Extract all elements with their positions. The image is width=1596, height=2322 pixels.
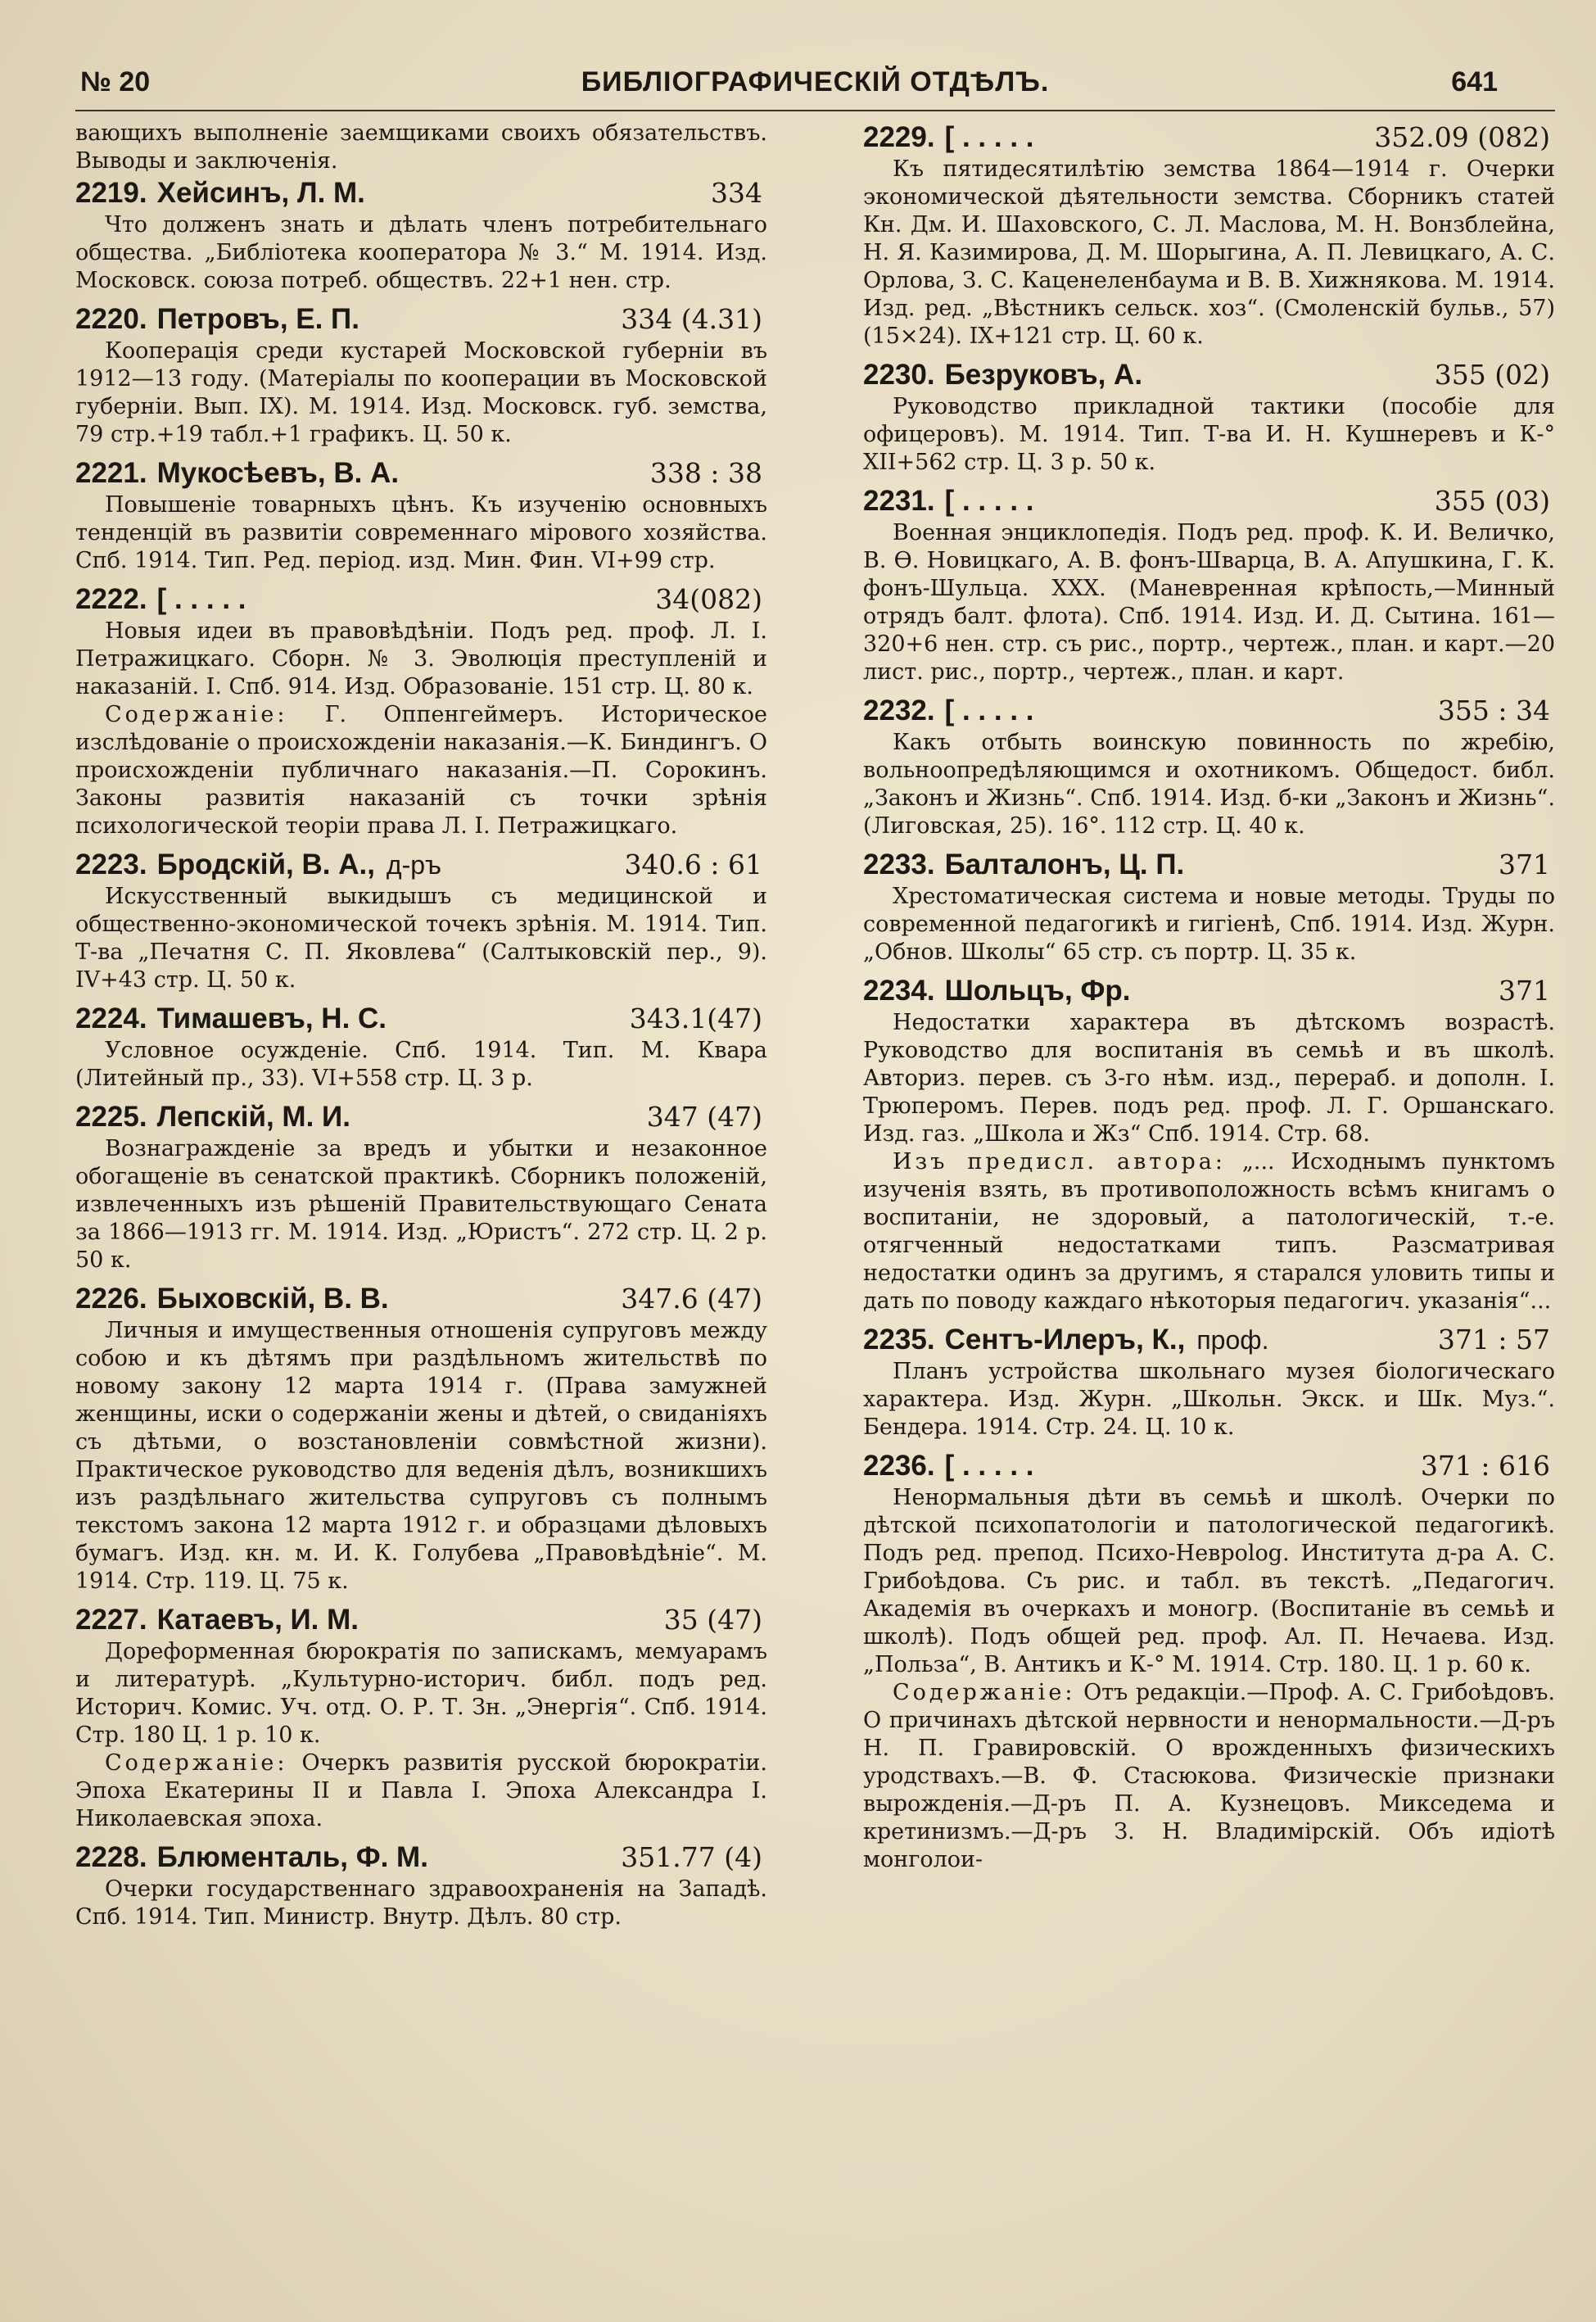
issue-number: № 20 [80, 66, 151, 97]
contents-text: Отъ редакціи.—Проф. А. С. Грибоѣдовъ. О причинахъ дѣтской нервности и ненормальности.—Д-ръ Н. П. Гравировскій. О врожденныхъ физическихъ уродствахъ.—В. Ф. Стасюкова. Физическіе признаки вырожденія.—Д-ръ П. А. Кузнецовъ. Микседема и кретинизмъ.—Д-ръ З. Н. Владимірскій. Объ идіотѣ монголои- [863, 1680, 1555, 1872]
entry-description: Условное осужденіе. Спб. 1914. Тип. М. Квара (Литейный пр., 33). VI+558 стр. Ц. 3 р. [75, 1038, 767, 1091]
entry-author: Балталонъ, Ц. П. [944, 849, 1185, 880]
entry-description: Ненормальныя дѣти въ семьѣ и школѣ. Очерки по дѣтской психопатологіи и патологической педагогикѣ. Подъ ред. препод. Психо-Неврolog. Института д-ра А. С. Грибоѣдова. Съ рис. и табл. въ текстѣ. „Педагогич. Академія въ очеркахъ и моногр. (Воспитаніе въ семьѣ и школѣ). Подъ общей ред. проф. Ал. П. Нечаева. Изд. „Польза“, В. Антикъ и К-° М. 1914. Стр. 180. Ц. 1 р. 60 к. [863, 1485, 1555, 1677]
section-title: БИБЛІОГРАФИЧЕСКІЙ ОТДѢЛЪ. [581, 66, 1050, 97]
entry-description: Личныя и имущественныя отношенія супруговъ между собою и къ дѣтямъ при раздѣльномъ жительствѣ по новому закону 12 марта 1914 г. (Права замужней женщины, иски о содержаніи жены и дѣтей, о свиданіяхъ съ дѣтьми, о возстановленіи совмѣстной жизни). Практическое руководство для веденія дѣлъ, возникшихъ изъ раздѣльнаго жительства супруговъ съ полнымъ текстомъ закона 12 марта 1912 г. и образцами дѣловыхъ бумагъ. Изд. кн. м. И. К. Голубева „Правовѣдѣніе“. М. 1914. Стр. 119. Ц. 75 к. [75, 1318, 767, 1594]
entry-author: [ . . . . . [944, 485, 1034, 517]
entry-heading [75, 847, 767, 883]
entry-number: 2231. [863, 485, 935, 517]
entry-description: Военная энциклопедія. Подъ ред. проф. К. И. Величко, В. Ѳ. Новицкаго, А. В. фонъ-Шварца, В. А. Апушкина, Г. К. фонъ-Шульца. XXX. (Маневренная крѣпость,—Минный отрядъ балт. флота). Спб. 1914. Изд. И. Д. Сытина. 161—320+6 нен. стр. съ рис., портр., чертеж., план. и карт.—20 лист. рис., портр., чертеж., план. и карт. [863, 520, 1555, 685]
entry-heading [75, 1281, 767, 1317]
entry-description: Къ пятидесятилѣтію земства 1864—1914 г. Очерки экономической дѣятельности земства. Сборникъ статей Кн. Дм. И. Шаховского, С. Л. Маслова, М. Н. Вонзблейна, Н. Я. Казимирова, Д. М. Шорыгина, А. П. Левицкаго, А. С. Орлова, З. С. Каценеленбаума и В. В. Хижнякова. М. 1914. Изд. ред. „Вѣстникъ сельск. хоз“. (Смоленскій бульв., 57) (15×24). IX+121 стр. Ц. 60 к. [863, 156, 1555, 349]
continuation-text: вающихъ выполненіе заемщиками своихъ обязательствъ. Выводы и заключенія. [75, 120, 767, 174]
entry-author: Хейсинъ, Л. М. [156, 177, 365, 209]
entry-heading [863, 973, 1555, 1009]
entry-author: Быховскій, В. В. [156, 1283, 389, 1315]
entry-classification-code: 343.1(47) [629, 1003, 762, 1034]
entry-classification-code: 355 (03) [1434, 485, 1550, 517]
entry-classification-code: 355 : 34 [1437, 695, 1550, 726]
entry-description: Вознагражденіе за вредъ и убытки и незаконное обогащеніе въ сенатской практикѣ. Сборникъ положеній, извлеченныхъ изъ рѣшеній Правительствующаго Сената за 1866—1913 гг. М. 1914. Изд. „Юристъ“. 272 стр. Ц. 2 р. 50 к. [75, 1136, 767, 1273]
contents-text: Г. Оппенгеймеръ. Историческое изслѣдованіе о происхожденіи наказанія.—К. Биндингъ. О происхожденіи публичнаго наказанія.—П. Сорокинъ. Законы развитія наказаній съ точки зрѣнія психологической теоріи права Л. І. Петражицкаго. [75, 702, 767, 839]
entry-description: Дореформенная бюрократія по запискамъ, мемуарамъ и литературѣ. „Культурно-историч. библ. подъ ред. Историч. Комис. Уч. отд. О. Р. Т. Зн. „Энергія“. Спб. 1914. Стр. 180 Ц. 1 р. 10 к. [75, 1639, 767, 1748]
bibliography-entry [75, 847, 767, 994]
entry-author: Безруковъ, А. [944, 359, 1143, 391]
contents-label: Содержаніе: [105, 1750, 288, 1776]
entry-heading [863, 1322, 1555, 1358]
entry-number: 2233. [863, 849, 935, 880]
entry-number: 2220. [75, 303, 147, 335]
bibliography-entry [863, 1448, 1555, 1874]
entry-classification-code: 352.09 (082) [1374, 121, 1550, 153]
contents-text: „... Исходнымъ пунктомъ изученія взять, въ противоположность всѣмъ книгамъ о воспитаніи, не здоровый, а патологическій, т.-е. отягченный недостатками типъ. Разсматривая недостатки одинъ за другимъ, я старался уловить типы и дать по поводу каждаго нѣкоторыя педагогич. указанія“... [863, 1149, 1555, 1314]
entry-number: 2228. [75, 1841, 147, 1873]
entry-author: [ . . . . . [944, 695, 1034, 726]
contents-label: Изъ предисл. автора: [893, 1149, 1226, 1175]
entry-author: Блюменталь, Ф. М. [156, 1841, 428, 1873]
entry-heading [75, 582, 767, 618]
entry-number: 2221. [75, 457, 147, 489]
bibliography-entry [863, 1322, 1555, 1442]
entry-classification-code: 347.6 (47) [621, 1283, 762, 1315]
entry-author: Мукосѣевъ, В. А. [156, 457, 400, 489]
entry-description: Недостатки характера въ дѣтскомъ возрастѣ. Руководство для воспитанія въ семьѣ и въ школѣ. Авториз. перев. съ 3-го нѣм. изд., перераб. и дополн. І. Трюперомъ. Перев. подъ ред. проф. Л. Г. Оршанскаго. Изд. газ. „Школа и Жз“ Спб. 1914. Стр. 68. [863, 1010, 1555, 1147]
entry-classification-code: 35 (47) [663, 1604, 762, 1636]
bibliography-entry [75, 1281, 767, 1596]
entry-heading [863, 1448, 1555, 1484]
entry-classification-code: 355 (02) [1434, 359, 1550, 391]
entry-number: 2223. [75, 849, 147, 880]
entry-heading [863, 693, 1555, 729]
entry-heading [863, 483, 1555, 519]
entry-description: Планъ устройства школьнаго музея біологическаго характера. Изд. Журн. „Школьн. Экск. и Шк. Муз.“. Бендера. 1914. Стр. 24. Ц. 10 к. [863, 1359, 1555, 1440]
entry-heading [75, 175, 767, 211]
entry-number: 2222. [75, 583, 147, 615]
entry-contents [863, 1148, 1555, 1315]
entry-description: Хрестоматическая система и новые методы. Труды по современной педагогикѣ и гигіенѣ, Спб. 1914. Изд. Журн. „Обнов. Школы“ 65 стр. съ портр. Ц. 35 к. [863, 884, 1555, 965]
entry-classification-code: 371 [1499, 975, 1550, 1007]
two-column-body [75, 120, 1555, 1938]
entry-author: Бродскій, В. А., [156, 849, 375, 880]
bibliography-entry [863, 120, 1555, 351]
left-column [75, 120, 767, 1938]
entry-description: Кооперація среди кустарей Московской губерніи въ 1912—13 году. (Матеріалы по кооперации въ Московской губерніи. Вып. IX). М. 1914. Изд. Московск. губ. земства, 79 стр.+19 табл.+1 графикъ. Ц. 50 к. [75, 338, 767, 447]
entry-number: 2226. [75, 1283, 147, 1315]
entry-heading [75, 1099, 767, 1135]
bibliography-entry [75, 301, 767, 449]
entry-contents [75, 1749, 767, 1833]
right-column [863, 120, 1555, 1938]
entry-description: Руководство прикладной тактики (пособіе для офицеровъ). М. 1914. Тип. Т-ва И. Н. Кушнеревъ и К-° XII+562 стр. Ц. 3 р. 50 к. [863, 394, 1555, 475]
entry-classification-code: 371 [1499, 849, 1550, 880]
bibliography-entry [75, 1099, 767, 1274]
entry-description: Что долженъ знать и дѣлать членъ потребительнаго общества. „Библіотека кооператора № 3.“ М. 1914. Изд. Московск. союза потреб. обществъ. 22+1 нен. стр. [75, 212, 767, 293]
entry-heading [75, 1602, 767, 1638]
bibliography-entry [863, 973, 1555, 1315]
entry-classification-code: 334 (4.31) [621, 303, 762, 335]
entry-author: [ . . . . . [944, 1450, 1034, 1482]
entry-contents [75, 701, 767, 840]
entry-classification-code: 371 : 616 [1420, 1450, 1550, 1482]
entry-classification-code: 351.77 (4) [621, 1841, 762, 1873]
entry-description: Какъ отбыть воинскую повинность по жребію, вольноопредѣляющимся и охотникомъ. Общедост. библ. „Законъ и Жизнь“. Спб. 1914. Изд. б-ки „Законъ и Жизнь“. (Лиговская, 25). 16°. 112 стр. Ц. 40 к. [863, 730, 1555, 839]
bibliography-entry [75, 1840, 767, 1931]
entry-heading [863, 120, 1555, 156]
entry-classification-code: 338 : 38 [649, 457, 762, 489]
entry-heading [75, 1840, 767, 1876]
entry-number: 2224. [75, 1003, 147, 1034]
entry-number: 2235. [863, 1324, 935, 1356]
bibliography-entry [75, 582, 767, 840]
bibliography-entry [863, 483, 1555, 686]
entry-heading [75, 1001, 767, 1037]
contents-text: Очеркъ развитія русской бюрократіи. Эпоха Екатерины II и Павла I. Эпоха Александра I. Николаевская эпоха. [75, 1750, 767, 1831]
entry-author: Тимашевъ, Н. С. [156, 1003, 387, 1034]
entry-number: 2229. [863, 121, 935, 153]
contents-label: Содержаніе: [893, 1680, 1076, 1705]
entry-author: Сентъ-Илеръ, К., [944, 1324, 1186, 1356]
entry-author-suffix: проф. [1196, 1325, 1269, 1355]
bibliography-entry [75, 1602, 767, 1833]
entry-number: 2236. [863, 1450, 935, 1482]
entry-heading [75, 301, 767, 337]
bibliography-entry [75, 175, 767, 295]
entry-author: [ . . . . . [156, 583, 246, 615]
entry-description: Очерки государственнаго здравоохраненія на Западѣ. Спб. 1914. Тип. Министр. Внутр. Дѣлъ. 80 стр. [75, 1876, 767, 1930]
contents-label: Содержаніе: [105, 702, 288, 727]
page-header [75, 57, 1555, 111]
entry-number: 2232. [863, 695, 935, 726]
entry-classification-code: 347 (47) [646, 1101, 762, 1133]
entry-number: 2219. [75, 177, 147, 209]
entry-author: Петровъ, Е. П. [156, 303, 359, 335]
entry-author: Лепскій, М. И. [156, 1101, 350, 1133]
entry-description: Новыя идеи въ правовѣдѣніи. Подъ ред. проф. Л. І. Петражицкаго. Сборн. № 3. Эволюція преступленій и наказаній. І. Спб. 914. Изд. Образованіе. 151 стр. Ц. 80 к. [75, 618, 767, 699]
entry-heading [75, 455, 767, 491]
entry-heading [863, 847, 1555, 883]
entry-number: 2225. [75, 1101, 147, 1133]
bibliography-entry [863, 693, 1555, 840]
entry-author: Шольцъ, Фр. [944, 975, 1131, 1007]
entry-number: 2230. [863, 359, 935, 391]
entry-number: 2227. [75, 1604, 147, 1636]
entry-classification-code: 371 : 57 [1437, 1324, 1550, 1356]
bibliography-entry [863, 847, 1555, 966]
entry-heading [863, 357, 1555, 393]
page-number: 641 [1451, 66, 1498, 97]
entry-author: [ . . . . . [944, 121, 1034, 153]
entry-number: 2234. [863, 975, 935, 1007]
entry-author: Катаевъ, И. М. [156, 1604, 359, 1636]
bibliography-entry [863, 357, 1555, 477]
bibliography-entry [75, 455, 767, 575]
entry-author-suffix: д-ръ [386, 850, 442, 880]
entry-classification-code: 340.6 : 61 [624, 849, 762, 880]
entry-description: Повышеніе товарныхъ цѣнъ. Къ изученію основныхъ тенденцій въ развитіи современнаго мірового хозяйства. Спб. 1914. Тип. Ред. період. изд. Мин. Фин. VI+99 стр. [75, 492, 767, 573]
entry-description: Искусственный выкидышъ съ медицинской и общественно-экономической точекъ зрѣнія. М. 1914. Тип. Т-ва „Печатня С. П. Яковлева“ (Салтыковскій пер., 9). IV+43 стр. Ц. 50 к. [75, 884, 767, 993]
entry-classification-code: 34(082) [655, 583, 762, 615]
entry-contents [863, 1679, 1555, 1874]
entry-classification-code: 334 [711, 177, 762, 209]
bibliography-entry [75, 1001, 767, 1093]
